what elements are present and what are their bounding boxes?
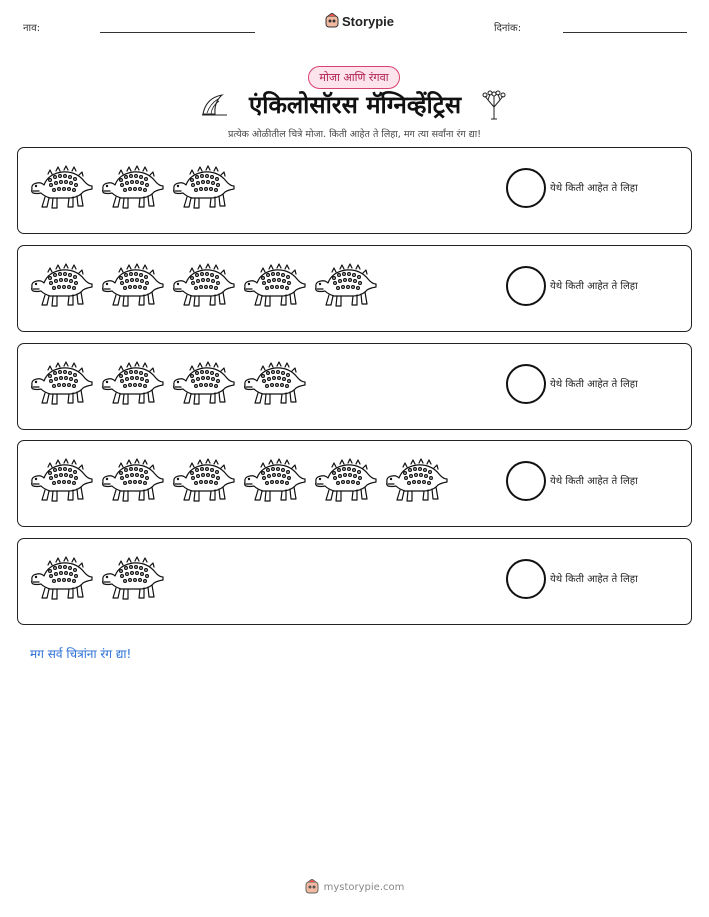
ankylosaurus-icon	[28, 165, 94, 215]
ankylosaurus-icon	[170, 165, 236, 215]
tree-icon	[480, 90, 508, 120]
date-label: दिनांक:	[494, 23, 522, 34]
shell-icon	[200, 92, 230, 118]
count-row	[17, 538, 692, 625]
ankylosaurus-icon	[28, 263, 94, 313]
name-label: नाव:	[23, 23, 41, 34]
ankylosaurus-icon	[241, 361, 307, 411]
ankylosaurus-icon	[99, 458, 165, 508]
ankylosaurus-icon	[312, 263, 378, 313]
dino-group	[28, 165, 236, 215]
ankylosaurus-icon	[99, 165, 165, 215]
answer-circle[interactable]	[506, 559, 546, 599]
answer-circle[interactable]	[506, 168, 546, 208]
ankylosaurus-icon	[28, 361, 94, 411]
dino-group	[28, 361, 307, 411]
ankylosaurus-icon	[99, 361, 165, 411]
answer-hint: येथे किती आहेत ते लिहा	[550, 379, 638, 390]
dino-group	[28, 458, 449, 508]
footer	[0, 879, 709, 895]
answer-circle[interactable]	[506, 266, 546, 306]
instructions: प्रत्येक ओळीतील चित्रे मोजा. किती आहेत ते लिहा, मग त्या सर्वांना रंग द्या!	[227, 129, 482, 140]
name-field[interactable]	[100, 32, 255, 33]
activity-badge: मोजा आणि रंगवा	[308, 66, 400, 89]
ankylosaurus-icon	[241, 458, 307, 508]
brand	[325, 13, 394, 29]
answer-circle[interactable]	[506, 461, 546, 501]
ankylosaurus-icon	[312, 458, 378, 508]
date-field[interactable]	[563, 32, 687, 33]
page-title: एंकिलोसॉरस मॅग्निव्हेंट्रिस	[248, 91, 462, 119]
storypie-logo-icon	[305, 879, 319, 895]
ankylosaurus-icon	[170, 361, 236, 411]
dino-group	[28, 556, 165, 606]
footer-url[interactable]: mystorypie.com	[323, 881, 405, 893]
ankylosaurus-icon	[170, 458, 236, 508]
answer-circle[interactable]	[506, 364, 546, 404]
answer-hint: येथे किती आहेत ते लिहा	[550, 281, 638, 292]
count-row	[17, 147, 692, 234]
closing-note: मग सर्व चित्रांना रंग द्या!	[30, 647, 132, 661]
answer-hint: येथे किती आहेत ते लिहा	[550, 183, 638, 194]
ankylosaurus-icon	[241, 263, 307, 313]
ankylosaurus-icon	[170, 263, 236, 313]
dino-group	[28, 263, 378, 313]
answer-hint: येथे किती आहेत ते लिहा	[550, 476, 638, 487]
count-row	[17, 245, 692, 332]
ankylosaurus-icon	[28, 556, 94, 606]
storypie-logo-icon	[325, 13, 339, 29]
count-row	[17, 440, 692, 527]
answer-hint: येथे किती आहेत ते लिहा	[550, 574, 638, 585]
count-row	[17, 343, 692, 430]
ankylosaurus-icon	[99, 263, 165, 313]
ankylosaurus-icon	[383, 458, 449, 508]
ankylosaurus-icon	[99, 556, 165, 606]
brand-name: Storypie	[342, 13, 395, 29]
ankylosaurus-icon	[28, 458, 94, 508]
